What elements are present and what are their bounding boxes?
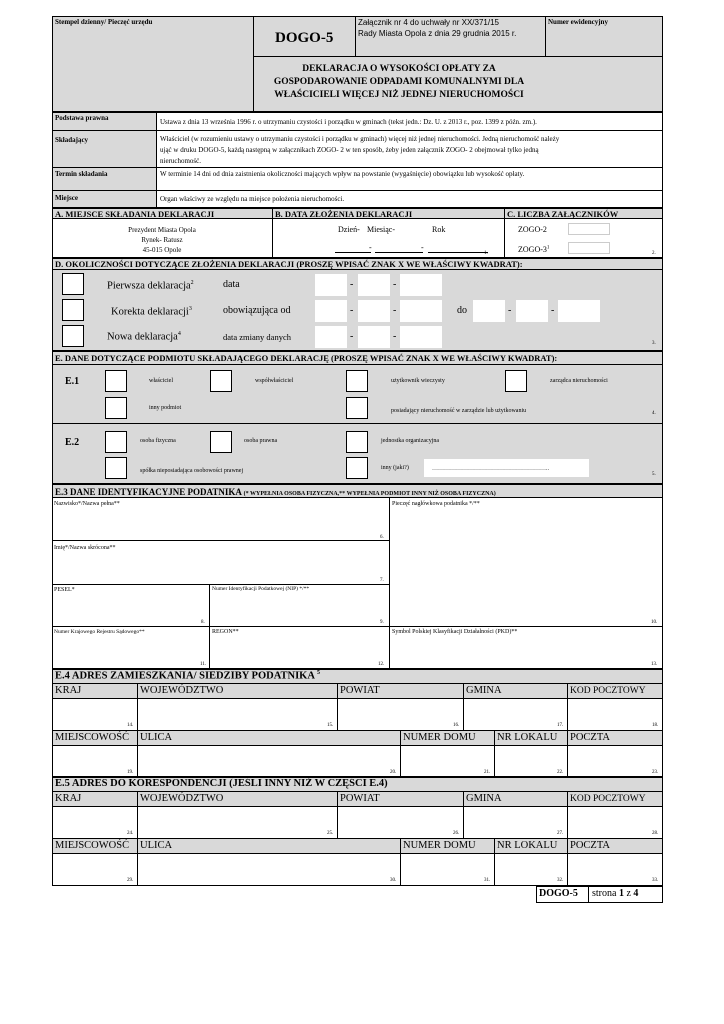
- section-e-title: E. DANE DOTYCZĄCE PODMIOTU SKŁADAJĄCEGO DEKLARACJĘ (PROSZĘ WPISAĆ ZNAK X WE WŁAŚCIWY KWADRAT):: [55, 353, 558, 363]
- section-c-title: C. LICZBA ZAŁĄCZNIKÓW: [507, 209, 619, 219]
- owner-label: właściciel: [149, 378, 173, 384]
- e5-county-label: POWIAT: [340, 793, 380, 804]
- legal-basis-label: Podstawa prawna: [55, 114, 109, 122]
- field-number-17: 17.: [557, 723, 564, 728]
- deadline-label: Termin składania: [55, 170, 108, 178]
- co-owner-checkbox[interactable]: [210, 370, 232, 392]
- field-number-27: 27.: [557, 831, 564, 836]
- zogo3-label: ZOGO-$3^1$: [518, 245, 550, 254]
- section-e3: [52, 484, 663, 669]
- first-declaration-label: Pierwsza deklaracja$^2$: [107, 280, 194, 292]
- stamp-label: Stempel dzienny/ Pieczęć urzędu: [55, 18, 153, 26]
- zogo2-label: ZOGO-2: [518, 225, 547, 234]
- perpetual-user-checkbox[interactable]: [346, 370, 368, 392]
- first-day-input[interactable]: [315, 274, 347, 296]
- field-number-20: 20.: [390, 770, 397, 775]
- zogo3-sup: 1: [546, 245, 550, 251]
- from-year-input[interactable]: [400, 300, 442, 322]
- valid-from-label: obowiązująca od: [223, 305, 291, 316]
- other-entity-checkbox[interactable]: [105, 397, 127, 419]
- form-code: DOGO-5: [275, 30, 334, 46]
- correction-checkbox[interactable]: [62, 299, 84, 321]
- zogo3-count-input[interactable]: [568, 242, 610, 254]
- to-month-input[interactable]: [516, 300, 548, 322]
- page-indicator: strona 1 z 4: [592, 888, 639, 899]
- field-number-15: 15.: [327, 723, 334, 728]
- other-type-checkbox[interactable]: [346, 457, 368, 479]
- field-number-25: 25.: [327, 831, 334, 836]
- field-number-22: 22.: [557, 770, 564, 775]
- change-date-label: data zmiany danych: [223, 332, 291, 342]
- to-day-input[interactable]: [473, 300, 505, 322]
- field-number-14: 14.: [127, 723, 134, 728]
- month-label: Miesiąc-: [367, 225, 395, 234]
- e4-flat-no-label: NR LOKALU: [497, 732, 558, 743]
- co-owner-label: współwłaściciel: [255, 378, 294, 384]
- field-number-28: 28.: [652, 831, 659, 836]
- day-input[interactable]: [335, 244, 371, 253]
- filer-line3: nieruchomość.: [160, 157, 202, 165]
- field-number-4: 4.: [652, 411, 656, 416]
- e4-postal-code-label: KOD POCZTOWY: [570, 686, 646, 696]
- field-number-16: 16.: [453, 723, 460, 728]
- year-label: Rok: [432, 225, 446, 234]
- field-number-29: 29.: [127, 878, 134, 883]
- place-label: Miejsce: [55, 194, 78, 202]
- e4-locality-label: MIEJSCOWOŚĆ: [55, 732, 130, 743]
- pkd-label: Symbol Polskiej Klasyfikacji Działalności (PKD)**: [392, 629, 518, 635]
- place-text: Organ właściwy ze względu na miejsce położenia nieruchomości.: [160, 195, 345, 203]
- e5-country-label: KRAJ: [55, 793, 82, 804]
- field-number-19: 19.: [127, 770, 134, 775]
- title-line2: GOSPODAROWANIE ODPADAMI KOMUNALNYMI DLA: [273, 77, 525, 87]
- field-number-2: 2.: [652, 251, 656, 256]
- other-type-label: inny (jaki?): [381, 465, 409, 471]
- field-number-23: 23.: [652, 770, 659, 775]
- pesel-label: PESEL*: [54, 587, 75, 593]
- day-label: Dzień-: [338, 225, 360, 234]
- field-number-13: 13.: [651, 662, 658, 667]
- legal-person-label: osoba prawna: [244, 438, 278, 444]
- e5-postal-code-label: KOD POCZTOWY: [570, 794, 646, 804]
- change-year-input[interactable]: [400, 326, 442, 348]
- legal-person-checkbox[interactable]: [210, 431, 232, 453]
- change-day-input[interactable]: [315, 326, 347, 348]
- change-month-input[interactable]: [358, 326, 390, 348]
- field-number-26: 26.: [453, 831, 460, 836]
- field-number-12: 12.: [378, 662, 385, 667]
- manager-checkbox[interactable]: [505, 370, 527, 392]
- footer-form-code: DOGO-5: [539, 888, 578, 899]
- civil-partnership-checkbox[interactable]: [105, 457, 127, 479]
- perpetual-user-label: użytkownik wieczysty: [391, 378, 445, 384]
- place-line2: Rynek- Ratusz: [141, 236, 183, 244]
- field-number-33: 33.: [652, 878, 659, 883]
- section-e5-title: E.5 ADRES DO KORESPONDENCJI (JEŚLI INNY NIŻ W CZĘŚCI E.4): [55, 778, 388, 789]
- section-b-title: B. DATA ZŁOŻENIA DEKLARACJI: [275, 209, 413, 219]
- correction-label: Korekta deklaracji$^3$: [111, 306, 192, 318]
- org-unit-label: jednostka organizacyjna: [381, 438, 440, 444]
- date-label: data: [223, 279, 240, 290]
- field-number-30: 30.: [390, 878, 397, 883]
- field-number-5: 5.: [652, 472, 656, 477]
- surname-label: Nazwisko*/Nazwa pełna**: [54, 501, 120, 507]
- field-number-8: 8.: [201, 620, 205, 625]
- section-a-title: A. MIEJSCE SKŁADANIA DEKLARACJI: [55, 209, 215, 219]
- title-line3: WŁAŚCICIELI WIĘCEJ NIŻ JEDNEJ NIERUCHOMOŚCI: [274, 90, 524, 100]
- natural-person-label: osoba fizyczna: [140, 438, 176, 444]
- field-number-3: 3.: [652, 341, 656, 346]
- section-d-title: D. OKOLICZNOŚCI DOTYCZĄCE ZŁOŻENIA DEKLARACJI (PROSZĘ WPISAĆ ZNAK X WE WŁAŚCIWY KWADRAT):: [55, 259, 523, 269]
- e5-post-office-label: POCZTA: [570, 840, 610, 851]
- field-number-6: 6.: [380, 535, 384, 540]
- e4-post-office-label: POCZTA: [570, 732, 610, 743]
- filer-label: Składający: [55, 136, 89, 144]
- e4-commune-label: GMINA: [466, 685, 502, 696]
- other-entity-label: inny podmiot: [149, 405, 182, 411]
- filer-line1: Właściciel (w rozumieniu ustawy o utrzymaniu czystości i porządku w gminach) więcej niż jednej nieruchomości. Jedną nieruchomość należy: [160, 135, 560, 143]
- legal-basis-text: Ustawa z dnia 13 września 1996 r. o utrzymaniu czystości i porządku w gminach (tekst jedn.: Dz. U. z 2013 r., poz. 1399 z późn. zm.).: [160, 118, 537, 126]
- e5-house-no-label: NUMER DOMU: [403, 840, 476, 851]
- regon-label: REGON**: [212, 629, 239, 635]
- filer-line2: ująć w druku DOGO-5, każdą następną w załącznikach ZOGO- 2 w ten sposób, żeby jeden załącznik ZOGO- 2 obejmował tylko jedną: [160, 146, 539, 154]
- e4-house-no-label: NUMER DOMU: [403, 732, 476, 743]
- from-month-input[interactable]: [358, 300, 390, 322]
- e4-street-label: ULICA: [140, 732, 173, 743]
- place-line3: 45-015 Opole: [142, 246, 182, 254]
- record-number-label: Numer ewidencyjny: [548, 18, 608, 26]
- nip-label: Numer Identyfikacji Podatkowej (NIP) */**: [212, 586, 310, 592]
- e1-label: E.1: [65, 376, 80, 387]
- section-e4-title: E.4 ADRES ZAMIESZKANIA/ SIEDZIBY PODATNIKA $^5$: [55, 670, 320, 682]
- field-number-24: 24.: [127, 831, 134, 836]
- e4-county-label: POWIAT: [340, 685, 380, 696]
- field-number-10: 10.: [651, 620, 658, 625]
- new-declaration-label: Nowa deklaracja$^4$: [107, 331, 181, 343]
- org-unit-checkbox[interactable]: [346, 431, 368, 453]
- section-e3-title: E.3 DANE IDENTYFIKACYJNE PODATNIKA (* WYPEŁNIA OSOBA FIZYCZNA,** WYPEŁNIA PODMIOT INNY NIŻ OSOBA FIZYCZNA): [55, 487, 496, 497]
- owner-checkbox[interactable]: [105, 370, 127, 392]
- field-number-1: 1.: [484, 251, 488, 256]
- possessor-label: posiadający nieruchomość w zarządzie lub użytkowaniu: [391, 408, 527, 414]
- deadline-text: W terminie 14 dni od dnia zaistnienia okoliczności mających wpływ na powstanie (wygaśnięcie) obowiązku lub wysokość opłaty.: [160, 170, 525, 178]
- new-declaration-checkbox[interactable]: [62, 325, 84, 347]
- year-input[interactable]: [428, 244, 488, 253]
- to-label: do: [457, 305, 467, 316]
- field-number-11: 11.: [200, 662, 207, 667]
- company-stamp-label: Pieczęć nagłówkowa podatnika */**: [392, 501, 480, 507]
- natural-person-checkbox[interactable]: [105, 431, 127, 453]
- e5-commune-label: GMINA: [466, 793, 502, 804]
- field-number-9: 9.: [380, 620, 384, 625]
- e5-locality-label: MIEJSCOWOŚĆ: [55, 840, 130, 851]
- manager-label: zarządca nieruchomości: [550, 378, 608, 384]
- e2-label: E.2: [65, 437, 80, 448]
- field-number-21: 21.: [484, 770, 491, 775]
- first-name-label: Imię*/Nazwa skrócona**: [54, 545, 116, 551]
- possessor-checkbox[interactable]: [346, 397, 368, 419]
- place-line1: Prezydent Miasta Opola: [128, 226, 196, 234]
- other-type-dots: …………………………………………………..: [432, 466, 549, 472]
- field-number-32: 32.: [557, 878, 564, 883]
- e4-country-label: KRAJ: [55, 685, 82, 696]
- krs-label: Numer Krajowego Rejestru Sądowego**: [54, 629, 145, 635]
- first-month-input[interactable]: [358, 274, 390, 296]
- first-declaration-checkbox[interactable]: [62, 273, 84, 295]
- first-year-input[interactable]: [400, 274, 442, 296]
- field-number-18: 18.: [652, 723, 659, 728]
- civil-partnership-label: spółka nieposiadająca osobowości prawnej: [140, 468, 244, 474]
- from-day-input[interactable]: [315, 300, 347, 322]
- e4-voivodeship-label: WOJEWÓDZTWO: [140, 685, 224, 696]
- month-input[interactable]: [375, 244, 423, 253]
- e5-voivodeship-label: WOJEWÓDZTWO: [140, 793, 224, 804]
- e5-street-label: ULICA: [140, 840, 173, 851]
- zogo2-count-input[interactable]: [568, 223, 610, 235]
- field-number-7: 7.: [380, 578, 384, 583]
- e5-flat-no-label: NR LOKALU: [497, 840, 558, 851]
- to-year-input[interactable]: [558, 300, 600, 322]
- annex-line2: Rady Miasta Opola z dnia 29 grudnia 2015 r.: [358, 29, 517, 38]
- annex-line1: Załącznik nr 4 do uchwały nr XX/371/15: [358, 18, 499, 27]
- field-number-31: 31.: [484, 878, 491, 883]
- title-line1: DEKLARACJA O WYSOKOŚCI OPŁATY ZA: [302, 64, 496, 74]
